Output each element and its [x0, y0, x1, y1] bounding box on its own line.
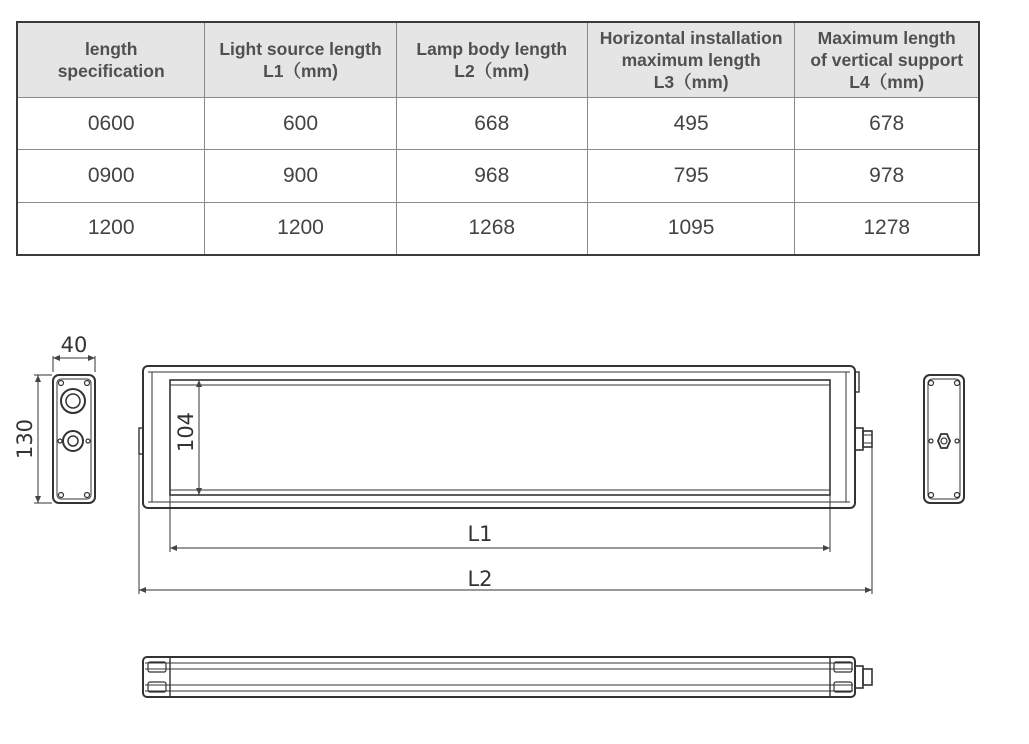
light-height-label: 104: [174, 411, 198, 453]
header-light-source-length: Light source length L1（mm): [205, 23, 396, 98]
l2-label: L2: [467, 567, 493, 591]
header-lamp-body-length: Lamp body length L2（mm): [396, 23, 587, 98]
header-horizontal-installation-max: Horizontal installation maximum length L3（mm): [587, 23, 795, 98]
table-cell: 1200: [18, 202, 205, 254]
header-length-specification: length specification: [18, 23, 205, 98]
table-cell: 668: [396, 98, 587, 150]
table-cell: 0600: [18, 98, 205, 150]
table-cell: 0900: [18, 150, 205, 202]
table-cell: 1200: [205, 202, 396, 254]
end-height-label: 130: [13, 418, 37, 460]
table-cell: 795: [587, 150, 795, 202]
table-cell: 1278: [863, 216, 911, 240]
header-vertical-support-max: Maximum length of vertical support L4（mm): [795, 23, 978, 98]
left-end-view: [34, 356, 95, 503]
table-cell: 978: [795, 150, 978, 202]
table-cell: 900: [205, 150, 396, 202]
table-cell: 1268: [396, 202, 587, 254]
l1-label: L1: [467, 522, 493, 546]
right-end-view: [924, 375, 964, 503]
front-view: [139, 366, 872, 594]
table-cell: 968: [396, 150, 587, 202]
table-cell: 495: [587, 98, 795, 150]
table-cell: 600: [205, 98, 396, 150]
end-width-label: 40: [60, 333, 88, 357]
table-cell: 678: [795, 98, 978, 150]
side-view: [143, 657, 872, 697]
table-cell: 1095: [587, 202, 795, 254]
